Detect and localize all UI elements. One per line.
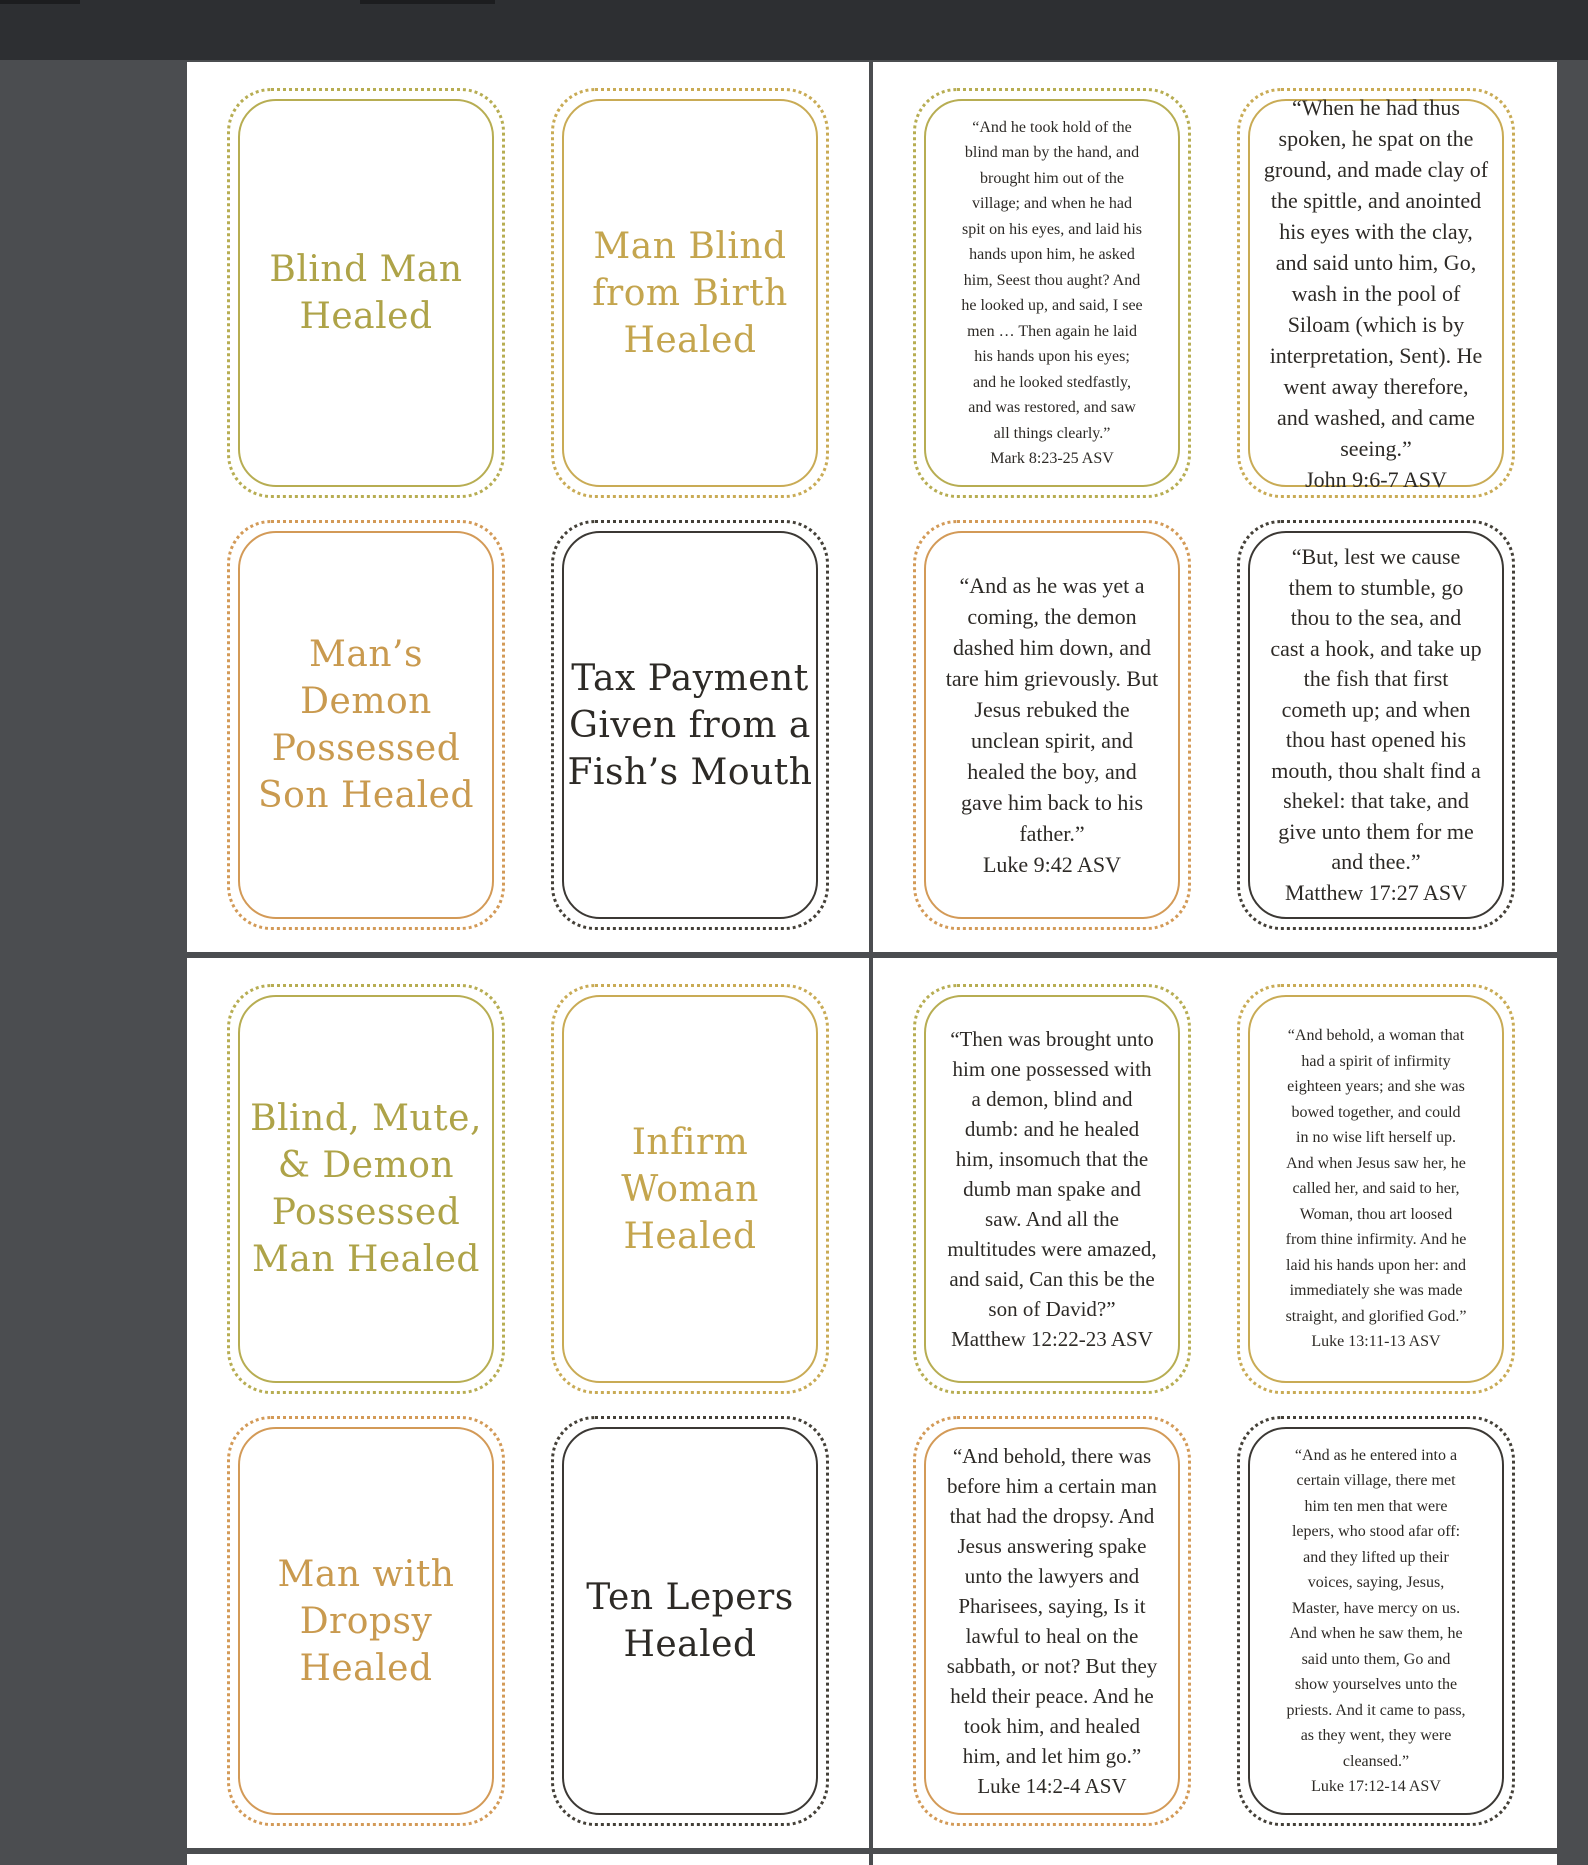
verse-reference: Matthew 17:27 ASV <box>1284 879 1468 905</box>
card-title: Man with Dropsy Healed <box>277 1553 455 1689</box>
card-title: Infirm Woman Healed <box>621 1121 759 1257</box>
verse-reference: Luke 14:2-4 ASV <box>977 1774 1127 1798</box>
verse-text: “And he took hold of the blind man by the hand, and brought him out of the village; and when he had spit on his eyes, and laid his hands upon him, he asked him, Seest thou aught? And he looked up, and said, I see men … Then again he laid his hands upon his eyes; and he looked stedfastly, and was restored, and saw all things clearly.” <box>961 118 1143 442</box>
toolbar-tab[interactable] <box>0 0 80 4</box>
card-title: Man’s Demon Possessed Son Healed <box>258 634 474 816</box>
card-title: Blind, Mute, & Demon Possessed Man Healed <box>250 1098 482 1280</box>
card-front[interactable] <box>551 1416 829 1826</box>
page-sheet-1-front <box>187 62 869 952</box>
verse-reference: John 9:6-7 ASV <box>1305 466 1447 492</box>
card-title: Man Blind from Birth Healed <box>592 225 788 361</box>
card-verse <box>1276 998 1477 1381</box>
card-back[interactable] <box>913 88 1191 498</box>
card-back[interactable] <box>913 1416 1191 1826</box>
toolbar-tab[interactable] <box>360 0 495 4</box>
card-front[interactable] <box>227 88 505 498</box>
card-title: Ten Lepers Healed <box>586 1577 794 1665</box>
verse-reference: Luke 9:42 ASV <box>982 852 1122 877</box>
card-verse <box>1276 1417 1475 1825</box>
card-back[interactable] <box>913 984 1191 1394</box>
card-back[interactable] <box>913 520 1191 930</box>
page-sheet-3-peek <box>187 1854 869 1865</box>
page-sheet-1-back <box>873 62 1557 952</box>
card-verse <box>1260 512 1491 939</box>
verse-text: “And behold, there was before him a certain man that had the dropsy. And Jesus answering spake unto the lawyers and Pharisees, saying, Is it lawful to heal on the sabbath, or not? But they held their peace. And he took him, and healed him, and let him go.” <box>946 1444 1158 1768</box>
card-verse <box>951 89 1152 497</box>
card-verse <box>937 994 1166 1384</box>
verse-text: “But, lest we cause them to stumble, go thou to the sea, and cast a hook, and take up the fish that first cometh up; and when thou hast opened his mouth, thou shalt find a shekel: that take, and give unto them for me and thee.” <box>1270 544 1482 874</box>
verse-reference: Matthew 12:22-23 ASV <box>951 1327 1153 1351</box>
card-back[interactable] <box>1237 1416 1515 1826</box>
card-front[interactable] <box>551 984 829 1394</box>
card-verse <box>1254 62 1498 526</box>
verse-text: “Then was brought unto him one possessed with a demon, blind and dumb: and he healed him, insomuch that the dumb man spake and saw. And all the multitudes were amazed, and said, Can this be the son of David?” <box>947 1027 1157 1321</box>
verse-reference: Luke 13:11-13 ASV <box>1311 1333 1441 1351</box>
verse-text: “And as he entered into a certain village, there met him ten men that were lepers, who stood afar off: and they lifted up their voices, saying, Jesus, Master, have mercy on us. And when he saw them, he said unto them, Go and show yourselves unto the priests. And it came to pass, as they went, they were cleansed.” <box>1286 1446 1466 1770</box>
card-verse <box>936 539 1168 911</box>
card-front[interactable] <box>227 1416 505 1826</box>
page-sheet-2-front <box>187 958 869 1848</box>
verse-text: “And as he was yet a coming, the demon dashed him down, and tare him grievously. But Jesus rebuked the unclean spirit, and healed the boy, and gave him back to his father.” <box>945 573 1159 846</box>
card-front[interactable] <box>227 520 505 930</box>
card-title: Tax Payment Given from a Fish’s Mouth <box>567 657 813 793</box>
verse-text: “When he had thus spoken, he spat on the ground, and made clay of the spittle, and anointed his eyes with the clay, and said unto him, Go, wash in the pool of Siloam (which is by interpretation, Sent). He went away therefore, and washed, and came seeing.” <box>1263 94 1489 461</box>
page-sheet-2-back <box>873 958 1557 1848</box>
card-front[interactable] <box>227 984 505 1394</box>
verse-reference: Mark 8:23-25 ASV <box>990 450 1114 467</box>
card-front[interactable] <box>551 520 829 930</box>
card-front[interactable] <box>551 88 829 498</box>
verse-reference: Luke 17:12-14 ASV <box>1311 1778 1441 1795</box>
verse-text: “And behold, a woman that had a spirit of infirmity eighteen years; and she was bowed together, and could in no wise lift herself up. And when Jesus saw her, he called her, and said to her, Woman, thou art loosed from thine infirmity. And he laid his hands upon her: and immediately she was made straight, and glorified God.” <box>1285 1027 1467 1325</box>
page-sheet-3-peek <box>873 1854 1557 1865</box>
card-back[interactable] <box>1237 984 1515 1394</box>
card-verse <box>937 1411 1168 1831</box>
viewer-toolbar <box>0 0 1588 60</box>
card-back[interactable] <box>1237 88 1515 498</box>
card-back[interactable] <box>1237 520 1515 930</box>
card-title: Blind Man Healed <box>269 249 463 337</box>
